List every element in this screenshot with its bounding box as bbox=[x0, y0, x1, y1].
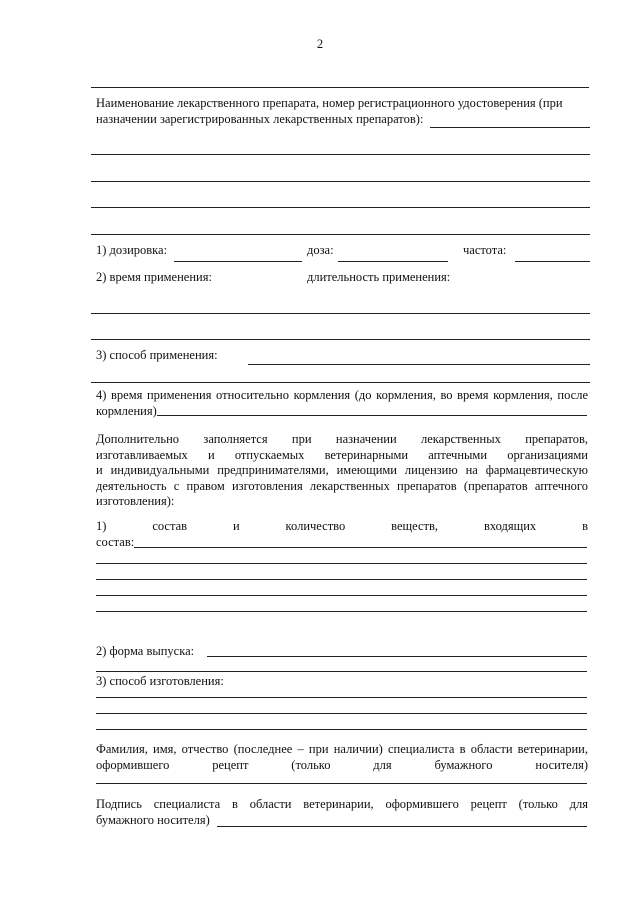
signature-line-1: Подпись специалиста в области ветеринарии, оформившего рецепт (только для bbox=[96, 797, 588, 811]
application-time-field-2[interactable] bbox=[91, 339, 590, 340]
application-time-label: 2) время применения: bbox=[96, 270, 212, 284]
dose-label: доза: bbox=[307, 243, 334, 257]
composition-field-3[interactable] bbox=[96, 579, 587, 580]
feeding-line-2: кормления) bbox=[96, 403, 157, 418]
additional-line-2: изготавливаемых и отпускаемых ветеринарными аптечными организациями bbox=[96, 447, 588, 462]
signature-field[interactable] bbox=[217, 826, 587, 827]
method-field-1[interactable] bbox=[248, 364, 590, 365]
specialist-line-2: оформившего рецепт (только для бумажного носителя) bbox=[96, 757, 588, 772]
additional-line-4: деятельность с правом изготовления лекарственных препаратов (препаратов аптечного bbox=[96, 478, 588, 493]
drug-name-field-line-3[interactable] bbox=[91, 181, 590, 182]
drug-name-field-line-2[interactable] bbox=[91, 154, 590, 155]
composition-field-2[interactable] bbox=[96, 563, 587, 564]
manufacturing-field-2[interactable] bbox=[96, 713, 587, 714]
drug-name-field-line-4[interactable] bbox=[91, 207, 590, 208]
additional-paragraph bbox=[96, 432, 588, 510]
composition-field-5[interactable] bbox=[96, 611, 587, 612]
method-label: 3) способ применения: bbox=[96, 348, 218, 362]
frequency-label: частота: bbox=[463, 243, 507, 257]
composition-field-1[interactable] bbox=[134, 547, 587, 548]
signature-line-2: бумажного носителя) bbox=[96, 812, 210, 827]
specialist-line-1: Фамилия, имя, отчество (последнее – при наличии) специалиста в области ветеринарии, bbox=[96, 742, 588, 756]
dose-field[interactable] bbox=[338, 261, 448, 262]
drug-name-line-2: назначении зарегистрированных лекарственных препаратов): bbox=[96, 111, 424, 126]
additional-line-3: и индивидуальными предпринимателями, имеющими лицензию на фармацевтическую bbox=[96, 463, 588, 477]
method-field-2[interactable] bbox=[91, 382, 590, 383]
manufacturing-field-1[interactable] bbox=[96, 697, 587, 698]
additional-line-5: изготовления): bbox=[96, 494, 175, 508]
release-form-field-1[interactable] bbox=[207, 656, 587, 657]
drug-name-block bbox=[96, 96, 588, 127]
composition-block bbox=[96, 519, 588, 550]
page-number: 2 bbox=[316, 37, 324, 51]
manufacturing-field-3[interactable] bbox=[96, 729, 587, 730]
additional-line-1: Дополнительно заполняется при назначении лекарственных препаратов, bbox=[96, 432, 588, 446]
top-rule bbox=[91, 87, 589, 88]
application-time-field-1[interactable] bbox=[91, 313, 590, 314]
dosage-field[interactable] bbox=[174, 261, 302, 262]
drug-name-field-line-5[interactable] bbox=[91, 234, 590, 235]
feeding-field[interactable] bbox=[157, 415, 587, 416]
composition-line-1: 1) состав и количество веществ, входящих в bbox=[96, 519, 588, 533]
dosage-label: 1) дозировка: bbox=[96, 243, 168, 257]
specialist-field[interactable] bbox=[96, 783, 587, 784]
composition-line-2: состав: bbox=[96, 534, 135, 549]
release-form-label: 2) форма выпуска: bbox=[96, 644, 195, 658]
signature-block bbox=[96, 797, 588, 828]
feeding-line-1: 4) время применения относительно кормления (до кормления, во время кормления, после bbox=[96, 388, 588, 402]
drug-name-line-1: Наименование лекарственного препарата, номер регистрационного удостоверения (при bbox=[96, 96, 563, 110]
drug-name-field-line-1[interactable] bbox=[430, 127, 590, 128]
duration-label: длительность применения: bbox=[307, 270, 451, 284]
frequency-field[interactable] bbox=[515, 261, 590, 262]
composition-field-4[interactable] bbox=[96, 595, 587, 596]
manufacturing-label: 3) способ изготовления: bbox=[96, 674, 224, 688]
release-form-field-2[interactable] bbox=[96, 671, 587, 672]
specialist-block bbox=[96, 742, 588, 773]
